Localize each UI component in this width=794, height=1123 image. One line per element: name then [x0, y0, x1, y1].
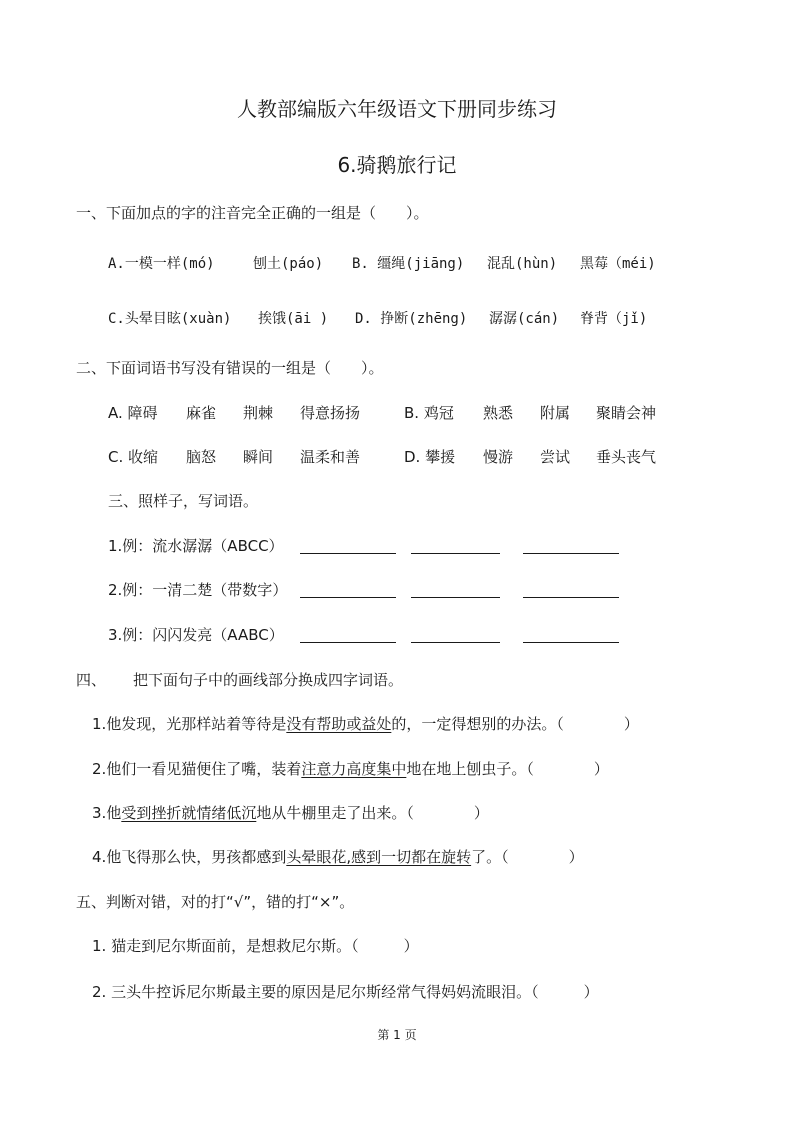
q2-d-word2: 慢游: [483, 448, 514, 466]
q4-sentence-3: 3.他受到挫折就情绪低沉地从牛棚里走了出来。（ ）: [92, 804, 489, 822]
q1-option-d-word2: 潺潺(cán): [489, 311, 560, 327]
page-number: 第 1 页: [377, 1028, 417, 1042]
q4-underlined-phrase-2: 注意力高度集中: [301, 760, 407, 778]
q3-answer-2a[interactable]: [300, 597, 396, 598]
q1-option-c-word1: C.头晕目眩(xuàn): [108, 311, 232, 327]
q3-answer-1b[interactable]: [411, 553, 500, 554]
lesson-title: 6.骑鹅旅行记: [337, 153, 457, 177]
question-4-number: 四、: [76, 671, 107, 689]
q2-c-word1: C. 收缩: [108, 448, 159, 466]
q4-sentence-2: 2.他们一看见猫便住了嘴，装着注意力高度集中地在地上刨虫子。（ ）: [92, 760, 609, 778]
q1-option-c-word2: 挨饿(āi ): [258, 311, 329, 327]
q1-option-a-word1: A.一模一样(mó): [108, 256, 215, 272]
q2-b-word4: 聚睛会神: [596, 404, 657, 422]
q3-answer-3b[interactable]: [411, 642, 500, 643]
q1-option-b-word1: B. 缰绳(jiāng): [352, 256, 465, 272]
question-3-stem: 三、照样子，写词语。: [108, 492, 259, 510]
question-5-stem: 五、判断对错，对的打“√”，错的打“×”。: [76, 893, 355, 911]
q2-d-word3: 尝试: [540, 448, 571, 466]
q4-sentence-1: 1.他发现，光那样站着等待是没有帮助或益处的，一定得想别的办法。（ ）: [92, 715, 639, 733]
q2-a-word3: 荆棘: [243, 404, 274, 422]
q3-answer-3c[interactable]: [523, 642, 619, 643]
q4-underlined-phrase-4: 头晕眼花,感到一切都在旋转: [286, 848, 472, 866]
q2-c-word2: 脑怒: [186, 448, 217, 466]
q2-a-word2: 麻雀: [186, 404, 217, 422]
document-title: 人教部编版六年级语文下册同步练习: [237, 97, 557, 121]
question-2-stem: 二、下面词语书写没有错误的一组是（ ）。: [76, 359, 384, 377]
q5-statement-1: 1. 猫走到尼尔斯面前，是想救尼尔斯。（ ）: [92, 937, 419, 955]
q2-c-word4: 温柔和善: [300, 448, 361, 466]
q3-example-1: 1.例：流水潺潺（ABCC）: [108, 537, 284, 555]
q2-a-word4: 得意扬扬: [300, 404, 361, 422]
q5-statement-2: 2. 三头牛控诉尼尔斯最主要的原因是尼尔斯经常气得妈妈流眼泪。（ ）: [92, 983, 599, 1001]
q3-answer-3a[interactable]: [300, 642, 396, 643]
q3-answer-1a[interactable]: [300, 553, 396, 554]
q3-example-3: 3.例：闪闪发亮（AABC）: [108, 626, 284, 644]
q2-d-word4: 垂头丧气: [596, 448, 657, 466]
q2-b-word1: B. 鸡冠: [404, 404, 454, 422]
q3-example-2: 2.例：一清二楚（带数字）: [108, 581, 288, 599]
q3-answer-2b[interactable]: [411, 597, 500, 598]
q4-sentence-4: 4.他飞得那么快，男孩都感到头晕眼花,感到一切都在旋转了。（ ）: [92, 848, 584, 866]
q1-option-b-word3: 黑莓（méi): [580, 256, 656, 272]
q2-b-word2: 熟悉: [483, 404, 514, 422]
q2-c-word3: 瞬间: [243, 448, 274, 466]
q4-underlined-phrase-3: 受到挫折就情绪低沉: [121, 804, 257, 822]
q1-option-b-word2: 混乱(hùn): [487, 256, 558, 272]
q3-answer-2c[interactable]: [523, 597, 619, 598]
q4-underlined-phrase-1: 没有帮助或益处: [286, 715, 392, 733]
q1-option-d-word1: D. 挣断(zhēng): [355, 311, 468, 327]
q2-d-word1: D. 攀援: [404, 448, 456, 466]
q2-a-word1: A. 障碍: [108, 404, 158, 422]
q3-answer-1c[interactable]: [523, 553, 619, 554]
q1-option-a-word2: 刨土(páo): [253, 256, 324, 272]
q1-option-d-word3: 脊背（jǐ): [580, 311, 648, 327]
question-4-stem: 把下面句子中的画线部分换成四字词语。: [133, 671, 404, 689]
question-1-stem: 一、下面加点的字的注音完全正确的一组是（ ）。: [76, 204, 429, 222]
q2-b-word3: 附属: [540, 404, 571, 422]
